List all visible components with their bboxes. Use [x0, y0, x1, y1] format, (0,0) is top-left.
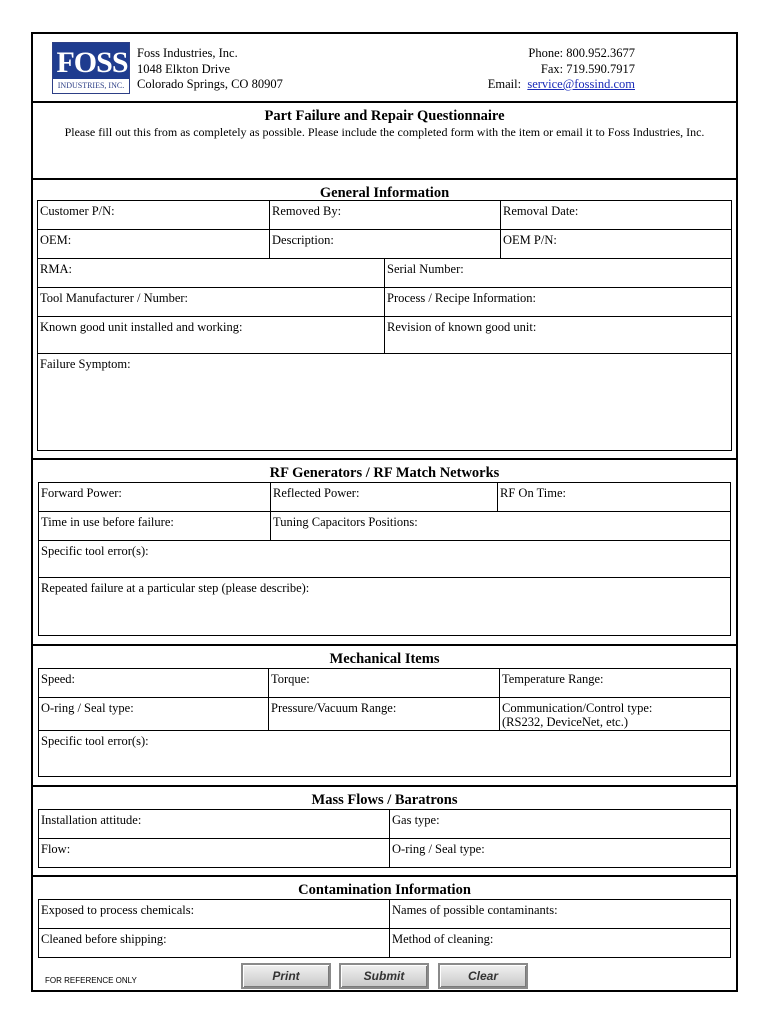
serial-number-field[interactable]: Serial Number:: [384, 258, 732, 288]
logo-subtitle: INDUSTRIES, INC.: [53, 79, 129, 93]
known-good-unit-field[interactable]: Known good unit installed and working:: [37, 316, 385, 354]
exposed-chemicals-field[interactable]: Exposed to process chemicals:: [38, 899, 390, 929]
company-phone: Phone: 800.952.3677: [528, 46, 635, 60]
gas-type-field[interactable]: Gas type:: [389, 809, 731, 839]
form-title: Part Failure and Repair Questionnaire: [264, 108, 505, 124]
comm-control-field[interactable]: [499, 697, 731, 731]
foss-logo: [52, 42, 130, 94]
time-in-use-field[interactable]: Time in use before failure:: [38, 511, 271, 541]
speed-field[interactable]: Speed:: [38, 668, 269, 698]
company-email-line: [488, 77, 635, 92]
company-fax: Fax: 719.590.7917: [540, 62, 635, 76]
mass-flows-section-title: Mass Flows / Baratrons: [311, 792, 458, 808]
method-of-cleaning-field[interactable]: Method of cleaning:: [389, 928, 731, 958]
flow-field[interactable]: Flow:: [38, 838, 390, 868]
description-field[interactable]: Description:: [269, 229, 501, 259]
rf-tool-errors-field[interactable]: Specific tool error(s):: [38, 540, 731, 578]
torque-field[interactable]: Torque:: [268, 668, 500, 698]
comm-control-label: Communication/Control type:: [502, 701, 653, 715]
possible-contaminants-field[interactable]: Names of possible contaminants:: [389, 899, 731, 929]
removal-date-field[interactable]: Removal Date:: [500, 200, 732, 230]
company-name: Foss Industries, Inc.: [137, 46, 238, 60]
rf-on-time-field[interactable]: RF On Time:: [497, 482, 731, 512]
divider: [31, 101, 738, 103]
forward-power-field[interactable]: Forward Power:: [38, 482, 271, 512]
temperature-range-field[interactable]: Temperature Range:: [499, 668, 731, 698]
rma-field[interactable]: RMA:: [37, 258, 385, 288]
mech-tool-errors-field[interactable]: Specific tool error(s):: [38, 730, 731, 777]
installation-attitude-field[interactable]: Installation attitude:: [38, 809, 390, 839]
cleaned-before-shipping-field[interactable]: Cleaned before shipping:: [38, 928, 390, 958]
company-city: Colorado Springs, CO 80907: [137, 77, 283, 91]
logo-word: FOSS: [56, 46, 128, 79]
general-section-title: General Information: [319, 185, 450, 201]
mechanical-section-title: Mechanical Items: [329, 651, 440, 667]
customer-pn-field[interactable]: Customer P/N:: [37, 200, 270, 230]
mech-oring-seal-field[interactable]: O-ring / Seal type:: [38, 697, 269, 731]
tool-manufacturer-field[interactable]: Tool Manufacturer / Number:: [37, 287, 385, 317]
divider: [31, 785, 738, 787]
email-label: Email:: [487, 77, 522, 91]
submit-button[interactable]: Submit: [339, 963, 429, 989]
divider: [31, 875, 738, 877]
email-link[interactable]: service@fossind.com: [527, 77, 635, 91]
process-recipe-field[interactable]: Process / Recipe Information:: [384, 287, 732, 317]
reflected-power-field[interactable]: Reflected Power:: [270, 482, 498, 512]
mass-flow-oring-field[interactable]: O-ring / Seal type:: [389, 838, 731, 868]
contamination-section-title: Contamination Information: [298, 882, 471, 898]
tuning-capacitors-field[interactable]: Tuning Capacitors Positions:: [270, 511, 731, 541]
repeated-failure-field[interactable]: Repeated failure at a particular step (please describe):: [38, 577, 731, 636]
divider: [31, 178, 738, 180]
divider: [31, 644, 738, 646]
divider: [31, 458, 738, 460]
revision-known-good-field[interactable]: Revision of known good unit:: [384, 316, 732, 354]
comm-control-examples: (RS232, DeviceNet, etc.): [502, 715, 629, 729]
company-street: 1048 Elkton Drive: [137, 62, 231, 76]
clear-button[interactable]: Clear: [438, 963, 528, 989]
oem-pn-field[interactable]: OEM P/N:: [500, 229, 732, 259]
reference-note: FOR REFERENCE ONLY: [45, 976, 137, 985]
removed-by-field[interactable]: Removed By:: [269, 200, 501, 230]
pressure-vacuum-field[interactable]: Pressure/Vacuum Range:: [268, 697, 500, 731]
form-instructions: Please fill out this from as completely as possible. Please include the completed form with the item or email it to Foss Industries, Inc.: [64, 125, 705, 139]
print-button[interactable]: Print: [241, 963, 331, 989]
failure-symptom-field[interactable]: Failure Symptom:: [37, 353, 732, 451]
rf-section-title: RF Generators / RF Match Networks: [269, 465, 500, 481]
oem-field[interactable]: OEM:: [37, 229, 270, 259]
